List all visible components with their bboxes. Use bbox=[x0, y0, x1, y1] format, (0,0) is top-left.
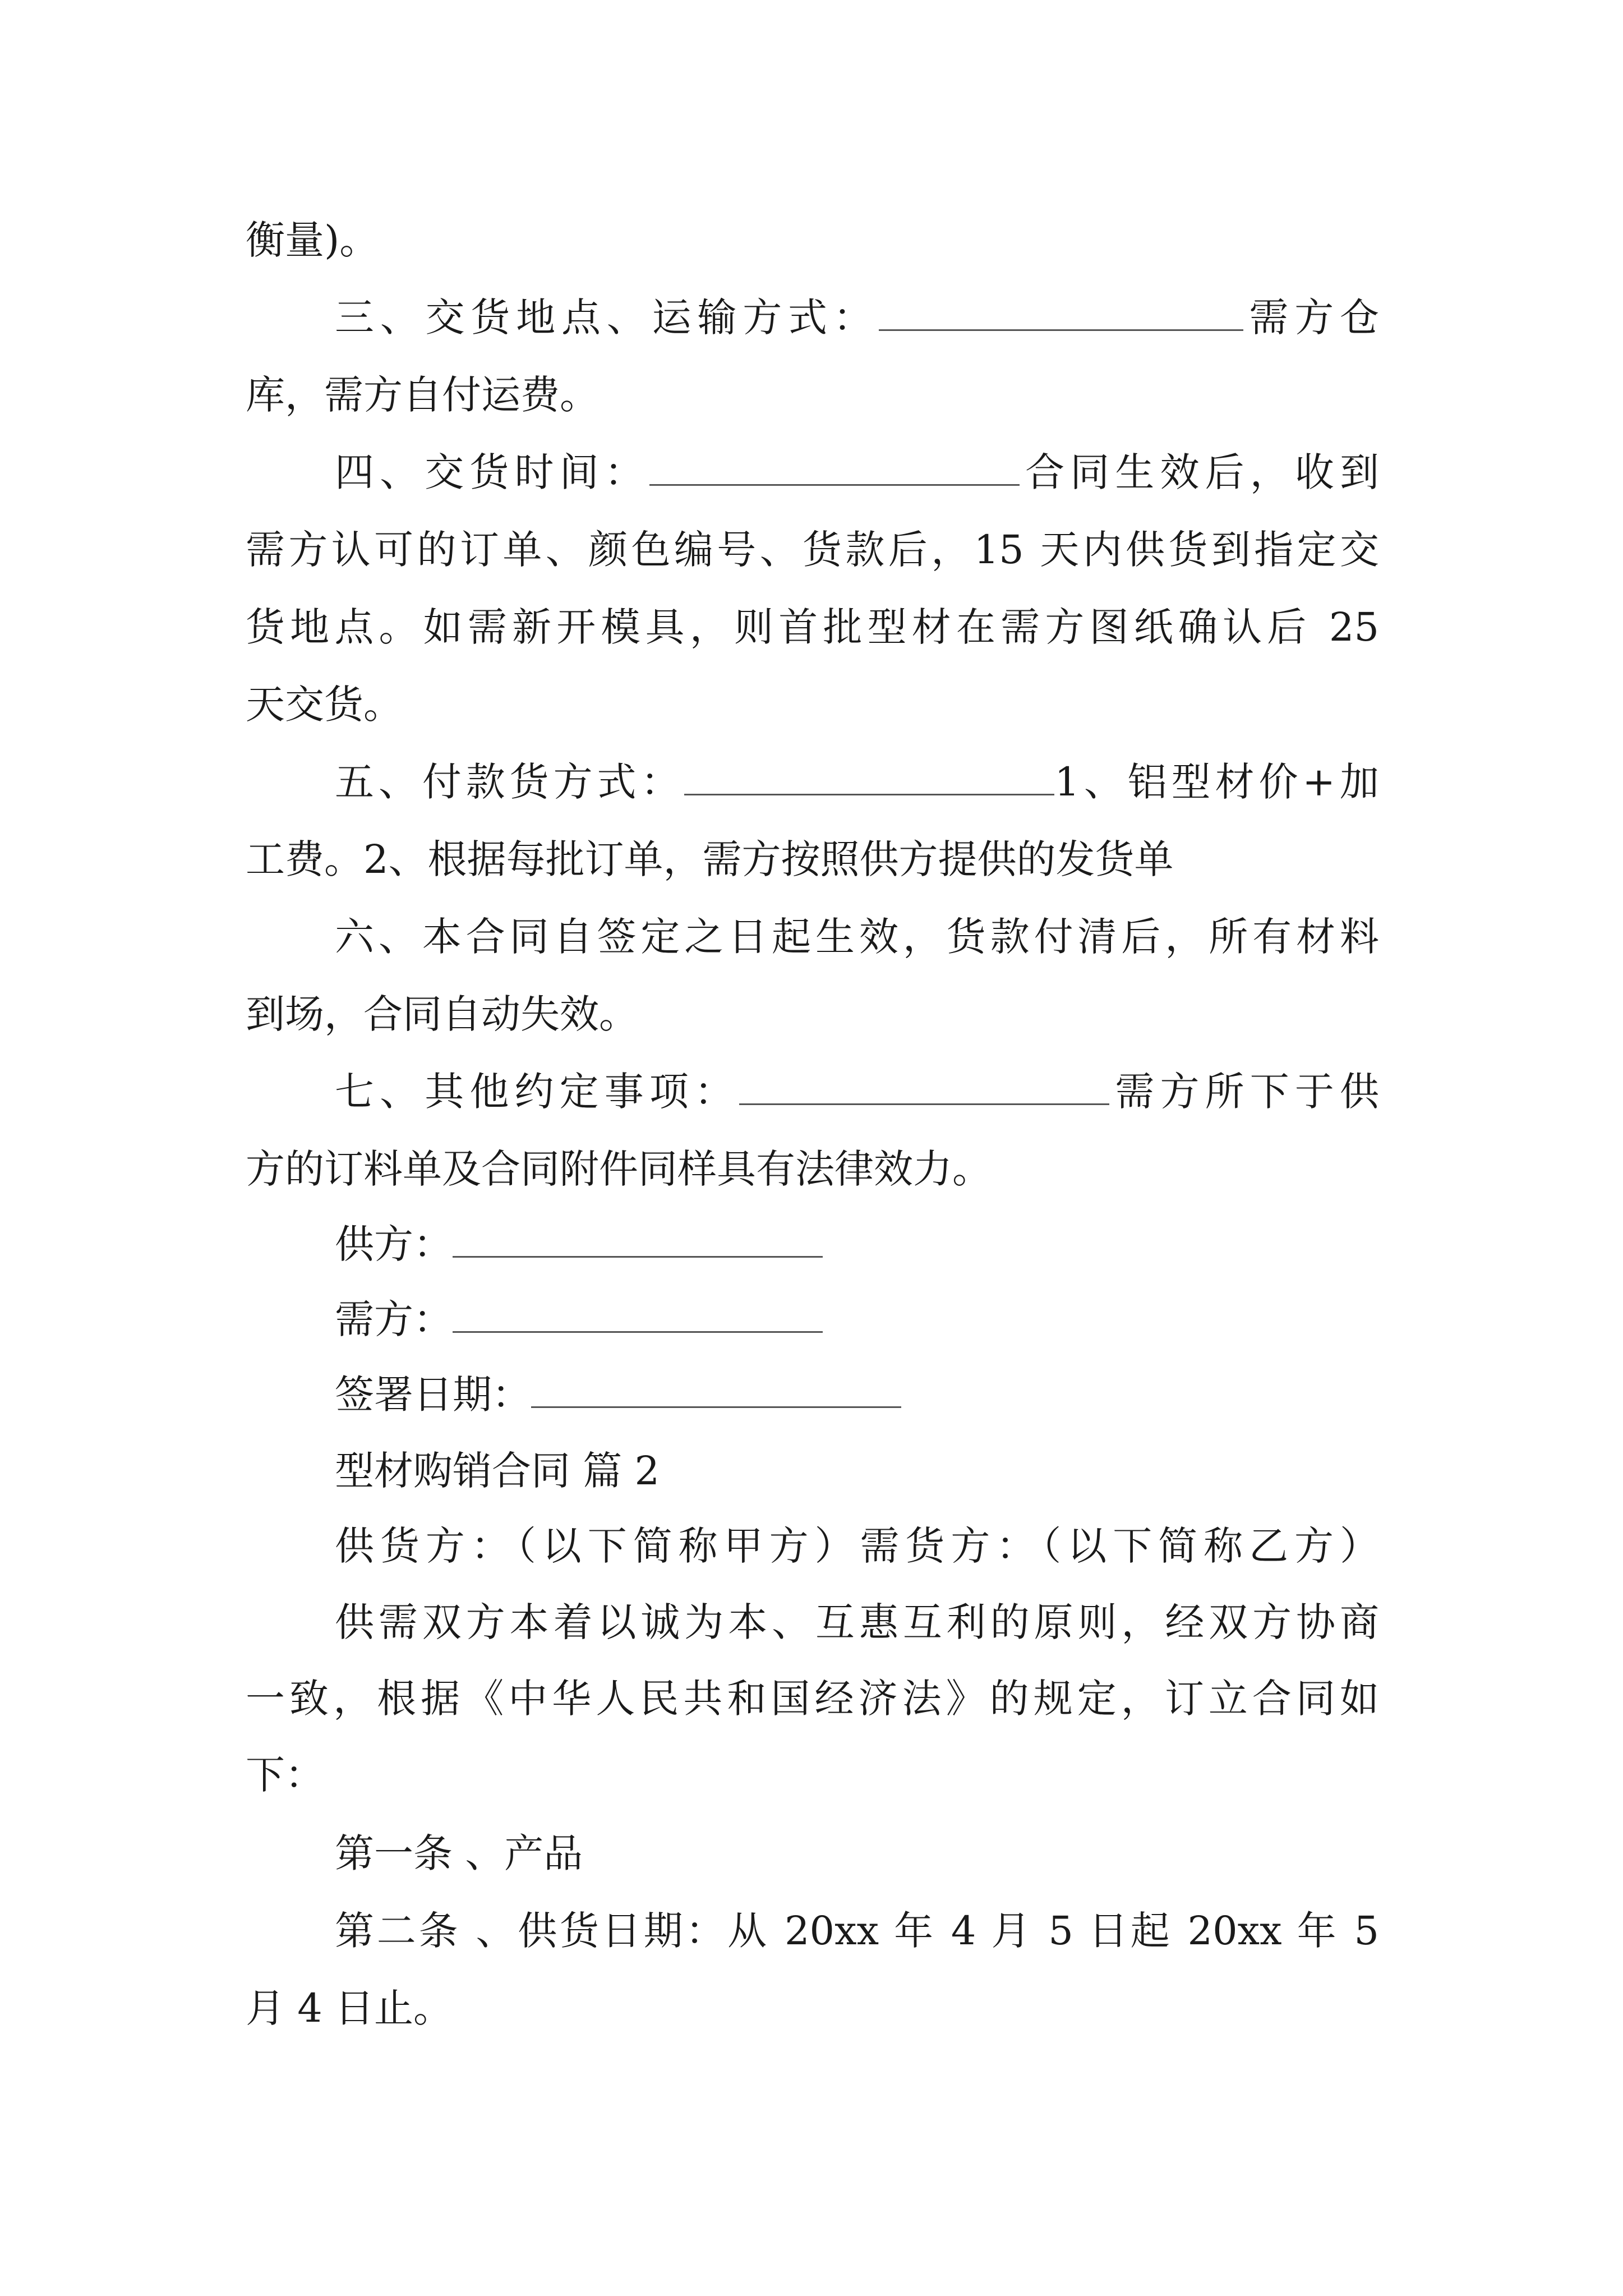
article-2 bbox=[335, 1903, 1379, 1959]
parties-line bbox=[335, 1518, 1379, 1574]
clause-text: 需方所下于供 bbox=[1109, 1069, 1380, 1115]
buyer-signature-row bbox=[335, 1291, 823, 1347]
supplier-label: 供方： bbox=[335, 1221, 453, 1267]
text-line: 到场，合同自动失效。 bbox=[246, 991, 638, 1037]
text-line: 方的订料单及合同附件同样具有法律效力。 bbox=[246, 1146, 992, 1192]
text-line: 衡量)。 bbox=[246, 217, 379, 263]
clause-delivery-time-l2 bbox=[246, 522, 1379, 578]
text-line: 工费。2、根据每批订单，需方按照供方提供的发货单 bbox=[246, 836, 1174, 882]
intro-paragraph-l3 bbox=[246, 1747, 324, 1803]
sign-date-blank[interactable] bbox=[531, 1372, 901, 1408]
fill-blank[interactable] bbox=[739, 1069, 1109, 1105]
clause-label: 三、交货地点、运输方式： bbox=[335, 295, 879, 341]
intro-paragraph bbox=[335, 1594, 1379, 1650]
article-2-l2 bbox=[246, 1980, 453, 2036]
fill-blank[interactable] bbox=[684, 759, 1054, 795]
clause-delivery-place bbox=[335, 289, 1379, 346]
text-line: 供货方：（以下简称甲方）需货方：（以下简称乙方） bbox=[335, 1523, 1379, 1569]
text-line: 天交货。 bbox=[246, 682, 403, 728]
clause-delivery-time-l4 bbox=[246, 677, 403, 733]
section-title bbox=[335, 1443, 660, 1499]
clause-other-l2 bbox=[246, 1141, 992, 1197]
clause-delivery-time bbox=[335, 444, 1379, 500]
supplier-signature-row bbox=[335, 1216, 823, 1272]
clause-text: 合同生效后，收到 bbox=[1019, 449, 1380, 495]
clause-label: 四、交货时间： bbox=[335, 449, 649, 495]
clause-label: 七、其他约定事项： bbox=[335, 1069, 740, 1115]
paragraph-continuation bbox=[246, 212, 379, 268]
text-line: 第二条 、供货日期：从 20xx 年 4 月 5 日起 20xx 年 5 bbox=[335, 1908, 1380, 1954]
text-line: 需方认可的订单、颜色编号、货款后，15 天内供货到指定交 bbox=[246, 527, 1379, 573]
text-line: 型材购销合同 篇 2 bbox=[335, 1448, 660, 1494]
text-line: 六、本合同自签定之日起生效，货款付清后，所有材料 bbox=[335, 914, 1379, 960]
sign-date-label: 签署日期： bbox=[335, 1372, 531, 1418]
text-line: 月 4 日止。 bbox=[246, 1985, 453, 2031]
text-line: 库，需方自付运费。 bbox=[246, 372, 599, 418]
text-line: 下： bbox=[246, 1752, 324, 1798]
article-1 bbox=[335, 1825, 583, 1881]
clause-payment-l2 bbox=[246, 831, 1174, 887]
buyer-label: 需方： bbox=[335, 1296, 453, 1342]
supplier-blank[interactable] bbox=[453, 1221, 823, 1258]
sign-date-row bbox=[335, 1366, 901, 1423]
text-line: 一致，根据《中华人民共和国经济法》的规定，订立合同如 bbox=[246, 1676, 1379, 1722]
clause-delivery-place-cont bbox=[246, 367, 599, 423]
clause-delivery-time-l3 bbox=[246, 599, 1379, 655]
clause-effective bbox=[335, 909, 1379, 965]
clause-text: 需方仓 bbox=[1243, 295, 1380, 341]
fill-blank[interactable] bbox=[879, 295, 1243, 331]
clause-other bbox=[335, 1064, 1379, 1120]
fill-blank[interactable] bbox=[649, 449, 1020, 486]
text-line: 货地点。如需新开模具，则首批型材在需方图纸确认后 25 bbox=[246, 604, 1379, 650]
text-line: 供需双方本着以诚为本、互惠互利的原则，经双方协商 bbox=[335, 1599, 1379, 1645]
buyer-blank[interactable] bbox=[453, 1296, 823, 1333]
text-line: 第一条 、产品 bbox=[335, 1830, 583, 1876]
clause-payment bbox=[335, 754, 1379, 810]
intro-paragraph-l2 bbox=[246, 1671, 1379, 1727]
clause-label: 五、付款货方式： bbox=[335, 759, 685, 805]
clause-text: 1、铝型材价+加 bbox=[1054, 759, 1379, 805]
clause-effective-l2 bbox=[246, 986, 638, 1042]
